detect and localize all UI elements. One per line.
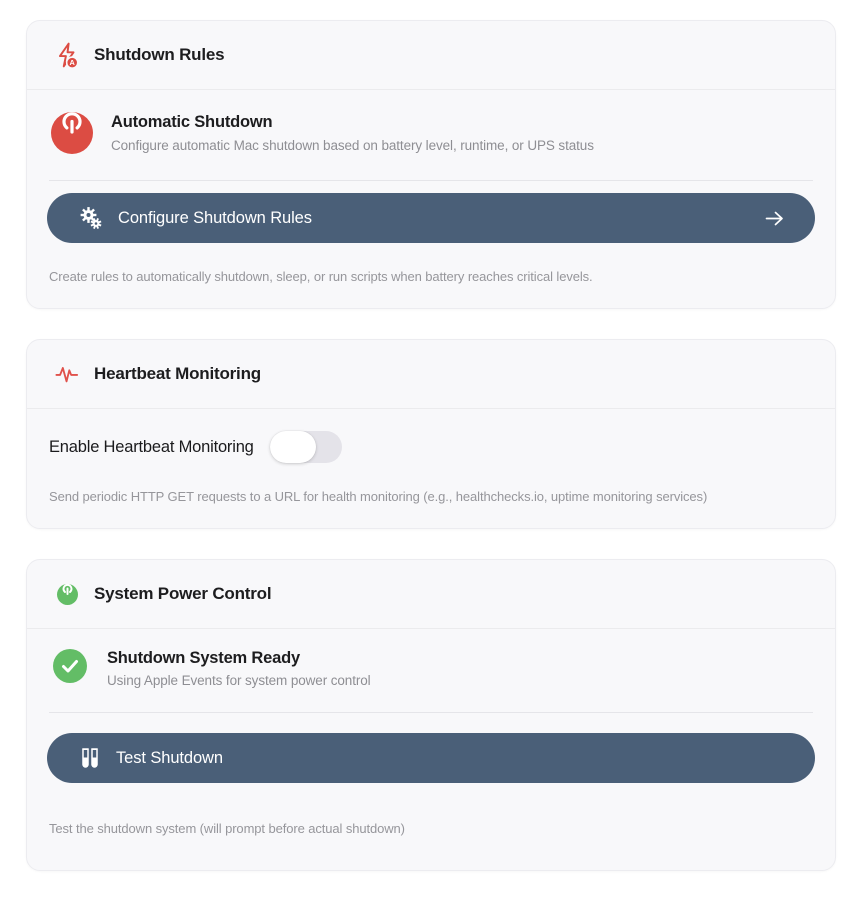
card-heartbeat-monitoring <box>26 339 836 529</box>
configure-shutdown-rules-button[interactable] <box>47 193 815 243</box>
automatic-shutdown-text <box>111 112 594 153</box>
button-label: Test Shutdown <box>116 748 223 767</box>
svg-text:A: A <box>69 58 75 68</box>
card-system-power-control <box>26 559 836 871</box>
arrow-right-icon <box>764 210 785 227</box>
card-footer-note: Create rules to automatically shutdown, sleep, or run scripts when battery reaches critical levels. <box>49 269 593 284</box>
check-circle-icon <box>53 649 87 683</box>
power-circle-icon <box>51 112 93 154</box>
button-label: Configure Shutdown Rules <box>118 208 312 227</box>
card-title: Shutdown Rules <box>94 45 225 64</box>
heartbeat-toggle-row <box>47 429 815 463</box>
test-shutdown-button[interactable] <box>47 733 815 783</box>
heartbeat-body <box>27 409 835 528</box>
heartbeat-header <box>27 340 835 409</box>
divider <box>49 180 813 181</box>
toggle-knob <box>270 431 316 463</box>
status-text <box>107 649 371 688</box>
item-title: Automatic Shutdown <box>111 113 273 131</box>
automatic-shutdown-item <box>47 110 815 180</box>
power-circle-green-icon <box>55 581 79 607</box>
ecg-waveform-icon <box>55 361 79 387</box>
test-tubes-icon <box>79 747 101 769</box>
divider <box>49 712 813 713</box>
card-footer-note: Test the shutdown system (will prompt before actual shutdown) <box>49 821 405 836</box>
shutdown-rules-body <box>27 90 835 308</box>
power-control-body <box>27 629 835 860</box>
gears-icon <box>79 206 103 230</box>
power-control-header <box>27 560 835 629</box>
card-title: Heartbeat Monitoring <box>94 364 261 383</box>
card-footer-note: Send periodic HTTP GET requests to a URL for health monitoring (e.g., healthchecks.io, uptime monitoring services) <box>49 489 708 504</box>
item-subtitle: Configure automatic Mac shutdown based on battery level, runtime, or UPS status <box>111 138 594 153</box>
status-subtitle: Using Apple Events for system power control <box>107 673 371 688</box>
card-title: System Power Control <box>94 584 272 603</box>
toggle-label: Enable Heartbeat Monitoring <box>49 437 254 456</box>
status-title: Shutdown System Ready <box>107 649 300 667</box>
shutdown-ready-status <box>47 649 815 712</box>
shutdown-rules-header <box>27 21 835 90</box>
heartbeat-toggle-switch[interactable] <box>270 431 342 463</box>
bolt-badge-a-icon <box>55 42 79 68</box>
card-shutdown-rules <box>26 20 836 309</box>
